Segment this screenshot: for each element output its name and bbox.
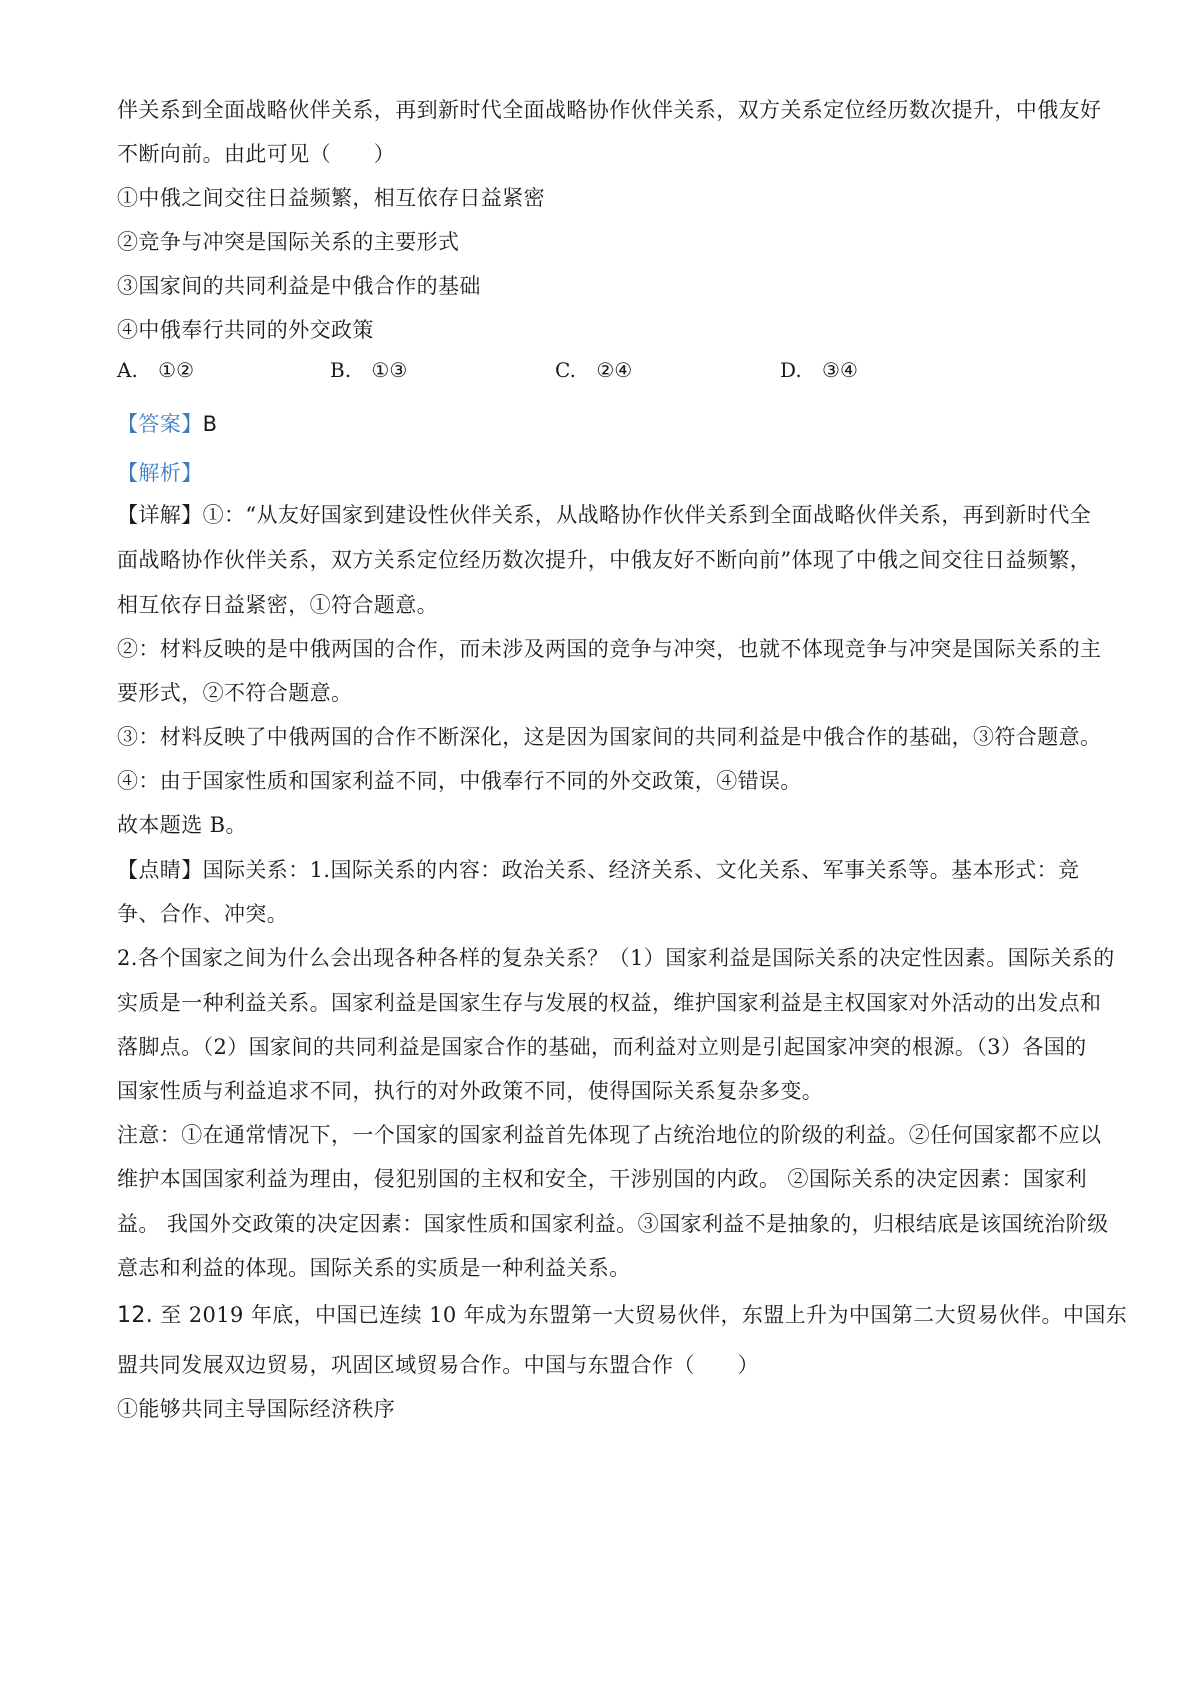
- detail-line-1: [117, 500, 1091, 530]
- detail-tag: 【详解】: [117, 503, 203, 527]
- q11-statement-3: ③国家间的共同利益是中俄合作的基础: [117, 274, 481, 298]
- tip-line-1: [117, 855, 1079, 885]
- option-a-text: ①②: [158, 358, 195, 382]
- detail-line-3: 相互依存日益紧密，①符合题意。: [117, 593, 438, 617]
- detail-conclusion: 故本题选 B。: [117, 813, 247, 837]
- q11-options: [117, 355, 1017, 385]
- tip-text-1: 国际关系：1.国际关系的内容：政治关系、经济关系、文化关系、军事关系等。基本形式：竞: [202, 858, 1080, 882]
- note-line-2: 维护本国国家利益为理由，侵犯别国的主权和安全，干涉别国的内政。 ②国际关系的决定因素：国家利: [117, 1167, 1088, 1191]
- q12-statement-1: ①能够共同主导国际经济秩序: [117, 1397, 396, 1421]
- tip-tag: 【点睛】: [117, 858, 203, 882]
- detail-text-1: ①：“从友好国家到建设性伙伴关系，从战略协作伙伴关系到全面战略伙伴关系，再到新时代全: [202, 503, 1092, 527]
- option-d-label: D.: [780, 358, 802, 382]
- detail-line-7: ④：由于国家性质和国家利益不同，中俄奉行不同的外交政策，④错误。: [117, 769, 802, 793]
- analysis-heading: [117, 458, 203, 488]
- option-c-text: ②④: [596, 358, 633, 382]
- option-b-text: ①③: [371, 358, 408, 382]
- option-b: [330, 355, 407, 385]
- q11-statement-2: ②竞争与冲突是国际关系的主要形式: [117, 230, 460, 254]
- q11-statement-1: ①中俄之间交往日益频繁，相互依存日益紧密: [117, 186, 545, 210]
- option-b-label: B.: [330, 358, 352, 382]
- q11-stem-line-1: 伴关系到全面战略伙伴关系，再到新时代全面战略协作伙伴关系，双方关系定位经历数次提升，中俄友好: [117, 98, 1102, 122]
- option-d-text: ③④: [822, 358, 858, 382]
- answer-tag: 【答案】: [117, 412, 203, 436]
- option-a-label: A.: [117, 358, 138, 382]
- detail-line-6: ③：材料反映了中俄两国的合作不断深化，这是因为国家间的共同利益是中俄合作的基础，③符合题意。: [117, 725, 1102, 749]
- q12-stem-line-2: 盟共同发展双边贸易，巩固区域贸易合作。中国与东盟合作（ ）: [117, 1353, 759, 1377]
- tip-line-5: 落脚点。（2）国家间的共同利益是国家合作的基础，而利益对立则是引起国家冲突的根源。（3）各国的: [117, 1035, 1087, 1059]
- note-line-3: 益。 我国外交政策的决定因素：国家性质和国家利益。③国家利益不是抽象的，归根结底是该国统治阶级: [117, 1212, 1109, 1236]
- answer-value: B: [202, 412, 218, 436]
- tip-line-2: 争、合作、冲突。: [117, 902, 289, 926]
- q11-statement-4: ④中俄奉行共同的外交政策: [117, 318, 374, 342]
- detail-line-4: ②：材料反映的是中俄两国的合作，而未涉及两国的竞争与冲突，也就不体现竞争与冲突是国际关系的主: [117, 637, 1102, 661]
- q12-stem-line-1: [117, 1300, 1127, 1331]
- tip-line-6: 国家性质与利益追求不同，执行的对外政策不同，使得国际关系复杂多变。: [117, 1079, 824, 1103]
- detail-line-2: 面战略协作伙伴关系，双方关系定位经历数次提升，中俄友好不断向前”体现了中俄之间交往日益频繁，: [117, 548, 1092, 572]
- option-c: [555, 355, 632, 385]
- answer-line: [117, 409, 217, 439]
- q12-number: 12.: [117, 1303, 154, 1328]
- analysis-tag: 【解析】: [117, 461, 203, 485]
- detail-line-5: 要形式，②不符合题意。: [117, 681, 353, 705]
- option-c-label: C.: [555, 358, 576, 382]
- note-line-1: 注意：①在通常情况下，一个国家的国家利益首先体现了占统治地位的阶级的利益。②任何国家都不应以: [117, 1123, 1102, 1147]
- option-a: [117, 355, 194, 385]
- q11-stem-line-2: 不断向前。由此可见（ ）: [117, 142, 396, 166]
- tip-line-4: 实质是一种利益关系。国家利益是国家生存与发展的权益，维护国家利益是主权国家对外活动的出发点和: [117, 991, 1102, 1015]
- q12-stem-text-1: 至 2019 年底，中国已连续 10 年成为东盟第一大贸易伙伴，东盟上升为中国第二大贸易伙伴。中国东: [153, 1303, 1128, 1327]
- option-d: [780, 355, 858, 385]
- tip-line-3: 2.各个国家之间为什么会出现各种各样的复杂关系？（1）国家利益是国际关系的决定性因素。国际关系的: [117, 946, 1115, 970]
- note-line-4: 意志和利益的体现。国际关系的实质是一种利益关系。: [117, 1256, 631, 1280]
